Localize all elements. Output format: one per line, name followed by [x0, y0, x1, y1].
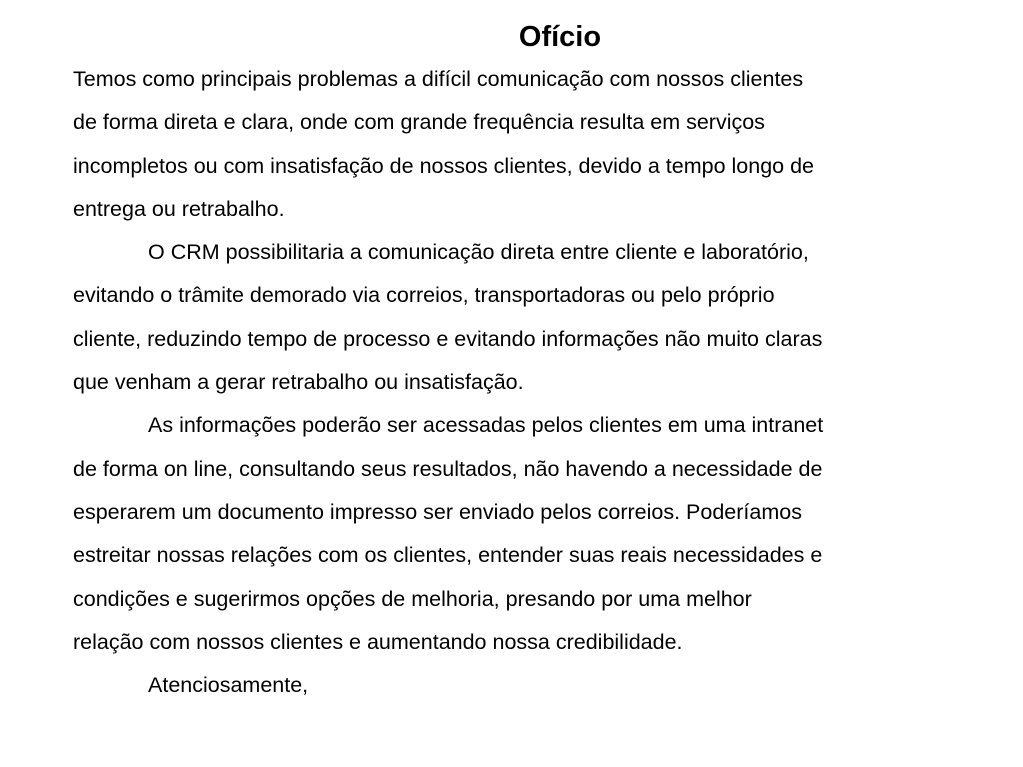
document-body — [73, 58, 983, 707]
text-line: de forma direta e clara, onde com grande frequência resulta em serviços — [73, 110, 765, 135]
text-line: esperarem um documento impresso ser enviado pelos correios. Poderíamos — [73, 499, 802, 524]
text-line: cliente, reduzindo tempo de processo e evitando informações não muito claras — [73, 326, 823, 351]
text-line: condições e sugerirmos opções de melhoria, presando por uma melhor — [73, 586, 752, 611]
document-title: Ofício — [518, 21, 602, 53]
text-line: O CRM possibilitaria a comunicação direta entre cliente e laboratório, — [148, 240, 809, 265]
text-line: de forma on line, consultando seus resultados, não havendo a necessidade de — [73, 456, 823, 481]
closing-line: Atenciosamente, — [148, 673, 309, 698]
text-line: entrega ou retrabalho. — [73, 196, 285, 221]
text-line: que venham a gerar retrabalho ou insatisfação. — [73, 370, 524, 395]
text-line: estreitar nossas relações com os clientes, entender suas reais necessidades e — [73, 543, 823, 568]
text-line: evitando o trâmite demorado via correios, transportadoras ou pelo próprio — [73, 283, 775, 308]
text-line: Temos como principais problemas a difícil comunicação com nossos clientes — [73, 67, 804, 91]
text-line: As informações poderão ser acessadas pelos clientes em uma intranet — [148, 413, 824, 438]
text-line: incompletos ou com insatisfação de nossos clientes, devido a tempo longo de — [73, 153, 814, 178]
text-line: relação com nossos clientes e aumentando nossa credibilidade. — [73, 629, 683, 654]
